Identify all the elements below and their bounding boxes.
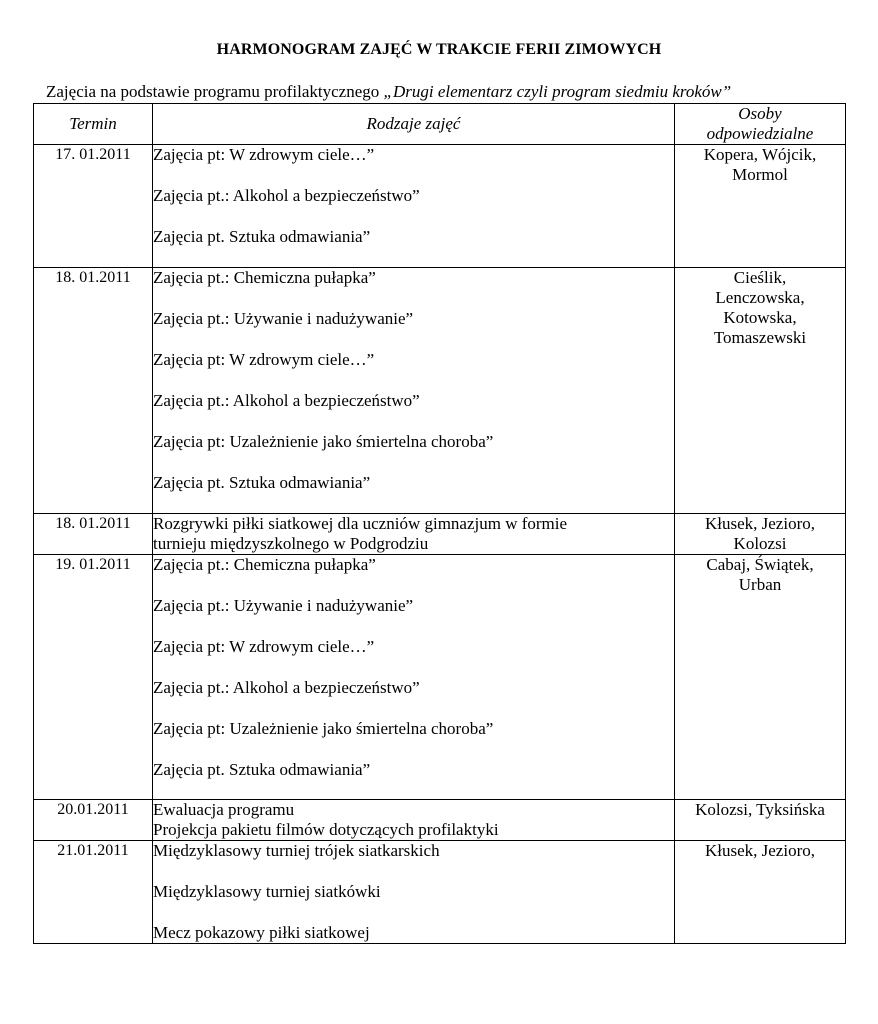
- activity-item: Zajęcia pt: W zdrowym ciele…”: [153, 350, 375, 369]
- row-date: 19. 01.2011: [34, 555, 153, 800]
- activity-item: Zajęcia pt.: Alkohol a bezpieczeństwo”: [153, 678, 420, 697]
- table-row: [34, 841, 846, 944]
- row-activities: [153, 841, 675, 944]
- document-title: HARMONOGRAM ZAJĘĆ W TRAKCIE FERII ZIMOWYCH: [216, 41, 662, 58]
- row-responsible: [675, 514, 846, 555]
- responsible-line: Cieślik,: [733, 268, 787, 287]
- activity-item: Projekcja pakietu filmów dotyczących profilaktyki: [153, 820, 499, 839]
- responsible-line: Kolozsi: [733, 534, 787, 553]
- row-activities: [153, 268, 675, 514]
- table-row: [34, 800, 846, 841]
- row-activities: [153, 514, 675, 555]
- activity-item: Ewaluacja programu: [153, 800, 295, 819]
- activity-item: Zajęcia pt.: Używanie i nadużywanie”: [153, 309, 414, 328]
- header-responsible-line1: Osoby: [738, 104, 782, 123]
- activity-item: Zajęcia pt. Sztuka odmawiania”: [153, 227, 371, 246]
- header-responsible: [675, 104, 846, 145]
- row-date: 17. 01.2011: [34, 145, 153, 268]
- responsible-line: Cabaj, Świątek,: [706, 555, 814, 574]
- activity-item: Zajęcia pt.: Alkohol a bezpieczeństwo”: [153, 391, 420, 410]
- activity-item: Zajęcia pt. Sztuka odmawiania”: [153, 473, 371, 492]
- row-responsible: [675, 555, 846, 800]
- activity-item: Zajęcia pt: W zdrowym ciele…”: [153, 145, 375, 164]
- activity-item: Zajęcia pt: W zdrowym ciele…”: [153, 637, 375, 656]
- row-date: 21.01.2011: [34, 841, 153, 944]
- activity-item: Zajęcia pt.: Chemiczna pułapka”: [153, 268, 376, 287]
- activity-item: turnieju międzyszkolnego w Podgrodziu: [153, 534, 429, 553]
- responsible-line: Lenczowska,: [715, 288, 805, 307]
- responsible-line: Kotowska,: [723, 308, 797, 327]
- activity-item: Zajęcia pt: Uzależnienie jako śmiertelna choroba”: [153, 432, 494, 451]
- program-name: „Drugi elementarz czyli program siedmiu kroków”: [383, 82, 732, 101]
- header-date: Termin: [34, 104, 153, 145]
- row-responsible: [675, 145, 846, 268]
- row-responsible: [675, 268, 846, 514]
- activity-item: Zajęcia pt. Sztuka odmawiania”: [153, 760, 371, 779]
- row-activities: [153, 145, 675, 268]
- schedule-table: [33, 103, 846, 944]
- row-date: 18. 01.2011: [34, 514, 153, 555]
- activity-item: Rozgrywki piłki siatkowej dla uczniów gimnazjum w formie: [153, 514, 568, 533]
- row-activities: [153, 555, 675, 800]
- activity-item: Międzyklasowy turniej siatkówki: [153, 882, 381, 901]
- activity-item: Zajęcia pt.: Alkohol a bezpieczeństwo”: [153, 186, 420, 205]
- responsible-line: Kolozsi, Tyksińska: [695, 800, 825, 819]
- row-date: 18. 01.2011: [34, 268, 153, 514]
- activity-item: Mecz pokazowy piłki siatkowej: [153, 923, 370, 942]
- table-row: [34, 268, 846, 514]
- table-row: [34, 145, 846, 268]
- header-activities: Rodzaje zajęć: [153, 104, 675, 145]
- row-responsible: [675, 841, 846, 944]
- table-header-row: [34, 104, 846, 145]
- responsible-line: Kłusek, Jezioro,: [704, 841, 815, 860]
- header-responsible-line2: odpowiedzialne: [706, 124, 814, 143]
- responsible-line: Kopera, Wójcik,: [703, 145, 817, 164]
- activity-item: Międzyklasowy turniej trójek siatkarskich: [153, 841, 440, 860]
- subtitle-prefix: Zajęcia na podstawie programu profilaktycznego: [46, 82, 380, 101]
- responsible-line: Urban: [738, 575, 782, 594]
- row-responsible: [675, 800, 846, 841]
- activity-item: Zajęcia pt.: Chemiczna pułapka”: [153, 555, 376, 574]
- document-subtitle: [46, 82, 846, 102]
- activity-item: Zajęcia pt.: Używanie i nadużywanie”: [153, 596, 414, 615]
- responsible-line: Mormol: [732, 165, 788, 184]
- activity-item: Zajęcia pt: Uzależnienie jako śmiertelna choroba”: [153, 719, 494, 738]
- table-row: [34, 514, 846, 555]
- responsible-line: Tomaszewski: [713, 328, 807, 347]
- row-date: 20.01.2011: [34, 800, 153, 841]
- responsible-line: Kłusek, Jezioro,: [704, 514, 815, 533]
- row-activities: [153, 800, 675, 841]
- table-row: [34, 555, 846, 800]
